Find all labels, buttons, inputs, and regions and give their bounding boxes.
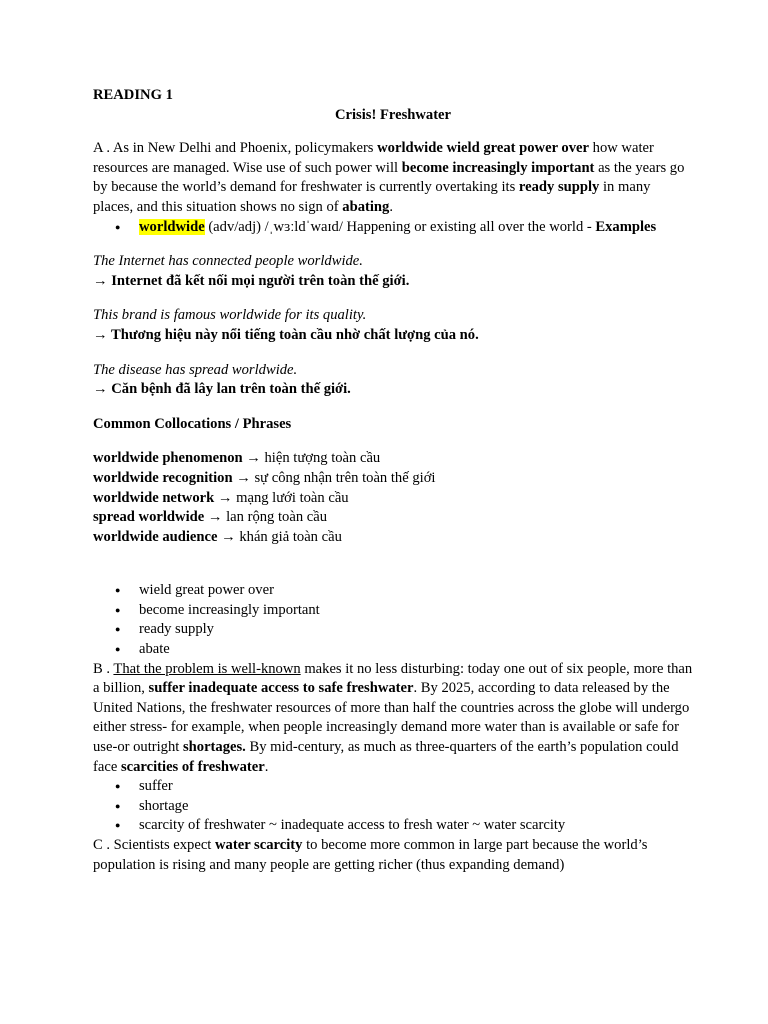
collocation-item: worldwide phenomenon → hiện tượng toàn cầu	[93, 450, 381, 467]
example-vi-3: → Căn bệnh đã lây lan trên toàn thế giới.	[93, 381, 351, 398]
list-item: ● wield great power over	[139, 581, 693, 601]
vocab-list	[93, 218, 693, 238]
example-vi-2: → Thương hiệu này nổi tiếng toàn cầu nhờ chất lượng của nó.	[93, 326, 479, 343]
collocations-list	[93, 449, 693, 547]
highlighted-word: worldwide	[139, 218, 205, 235]
section-a-bullets	[93, 581, 693, 659]
example-en-3: The disease has spread worldwide.	[93, 361, 298, 378]
document-page	[93, 86, 693, 875]
document-title: Crisis! Freshwater	[334, 106, 452, 123]
list-item: ● scarcity of freshwater ~ inadequate access to fresh water ~ water scarcity	[139, 816, 693, 836]
list-item: ● abate	[139, 640, 693, 660]
list-item: ● ready supply	[139, 620, 693, 640]
example-vi-1: → Internet đã kết nối mọi người trên toàn thế giới.	[93, 272, 410, 289]
collocation-item: worldwide audience → khán giả toàn cầu	[93, 528, 342, 545]
collocations-heading: Common Collocations / Phrases	[93, 415, 292, 432]
example-en-1: The Internet has connected people worldwide.	[93, 253, 363, 270]
list-item: ● suffer	[139, 777, 693, 797]
section-c-paragraph: C . Scientists expect water scarcity to become more common in large part because the world’s population is rising and many people are getting richer (thus expanding demand)	[93, 837, 648, 873]
list-item: ● become increasingly important	[139, 601, 693, 621]
section-a-paragraph: A . As in New Delhi and Phoenix, policymakers worldwide wield great power over how water resources are managed. Wise use of such power will become increasingly important as the years go by because the world’s demand for freshwater is currently overtaking its ready supply in many places, and this situation shows no sign of abating.	[93, 140, 685, 215]
collocation-item: spread worldwide → lan rộng toàn cầu	[93, 509, 328, 526]
section-b-paragraph: B . That the problem is well-known makes it no less disturbing: today one out of six people, more than a billion, suffer inadequate access to safe freshwater. By 2025, according to data released by the United Nations, the freshwater resources of more than half the countries across the globe will undergo either stress- for example, when people increasingly demand more water than is available or safe for use-or outright shortages. By mid-century, as much as three-quarters of the earth’s population could face scarcities of freshwater.	[93, 660, 693, 775]
list-item: ● shortage	[139, 797, 693, 817]
vocab-item-worldwide: ● worldwide (adv/adj) /ˌwɜːldˈwaɪd/ Happening or existing all over the world - Examples	[139, 218, 693, 238]
section-b-bullets	[93, 777, 693, 836]
example-en-2: This brand is famous worldwide for its quality.	[93, 307, 367, 324]
collocation-item: worldwide network → mạng lưới toàn cầu	[93, 489, 349, 506]
collocation-item: worldwide recognition → sự công nhận trên toàn thế giới	[93, 469, 436, 486]
reading-heading: READING 1	[93, 87, 173, 103]
